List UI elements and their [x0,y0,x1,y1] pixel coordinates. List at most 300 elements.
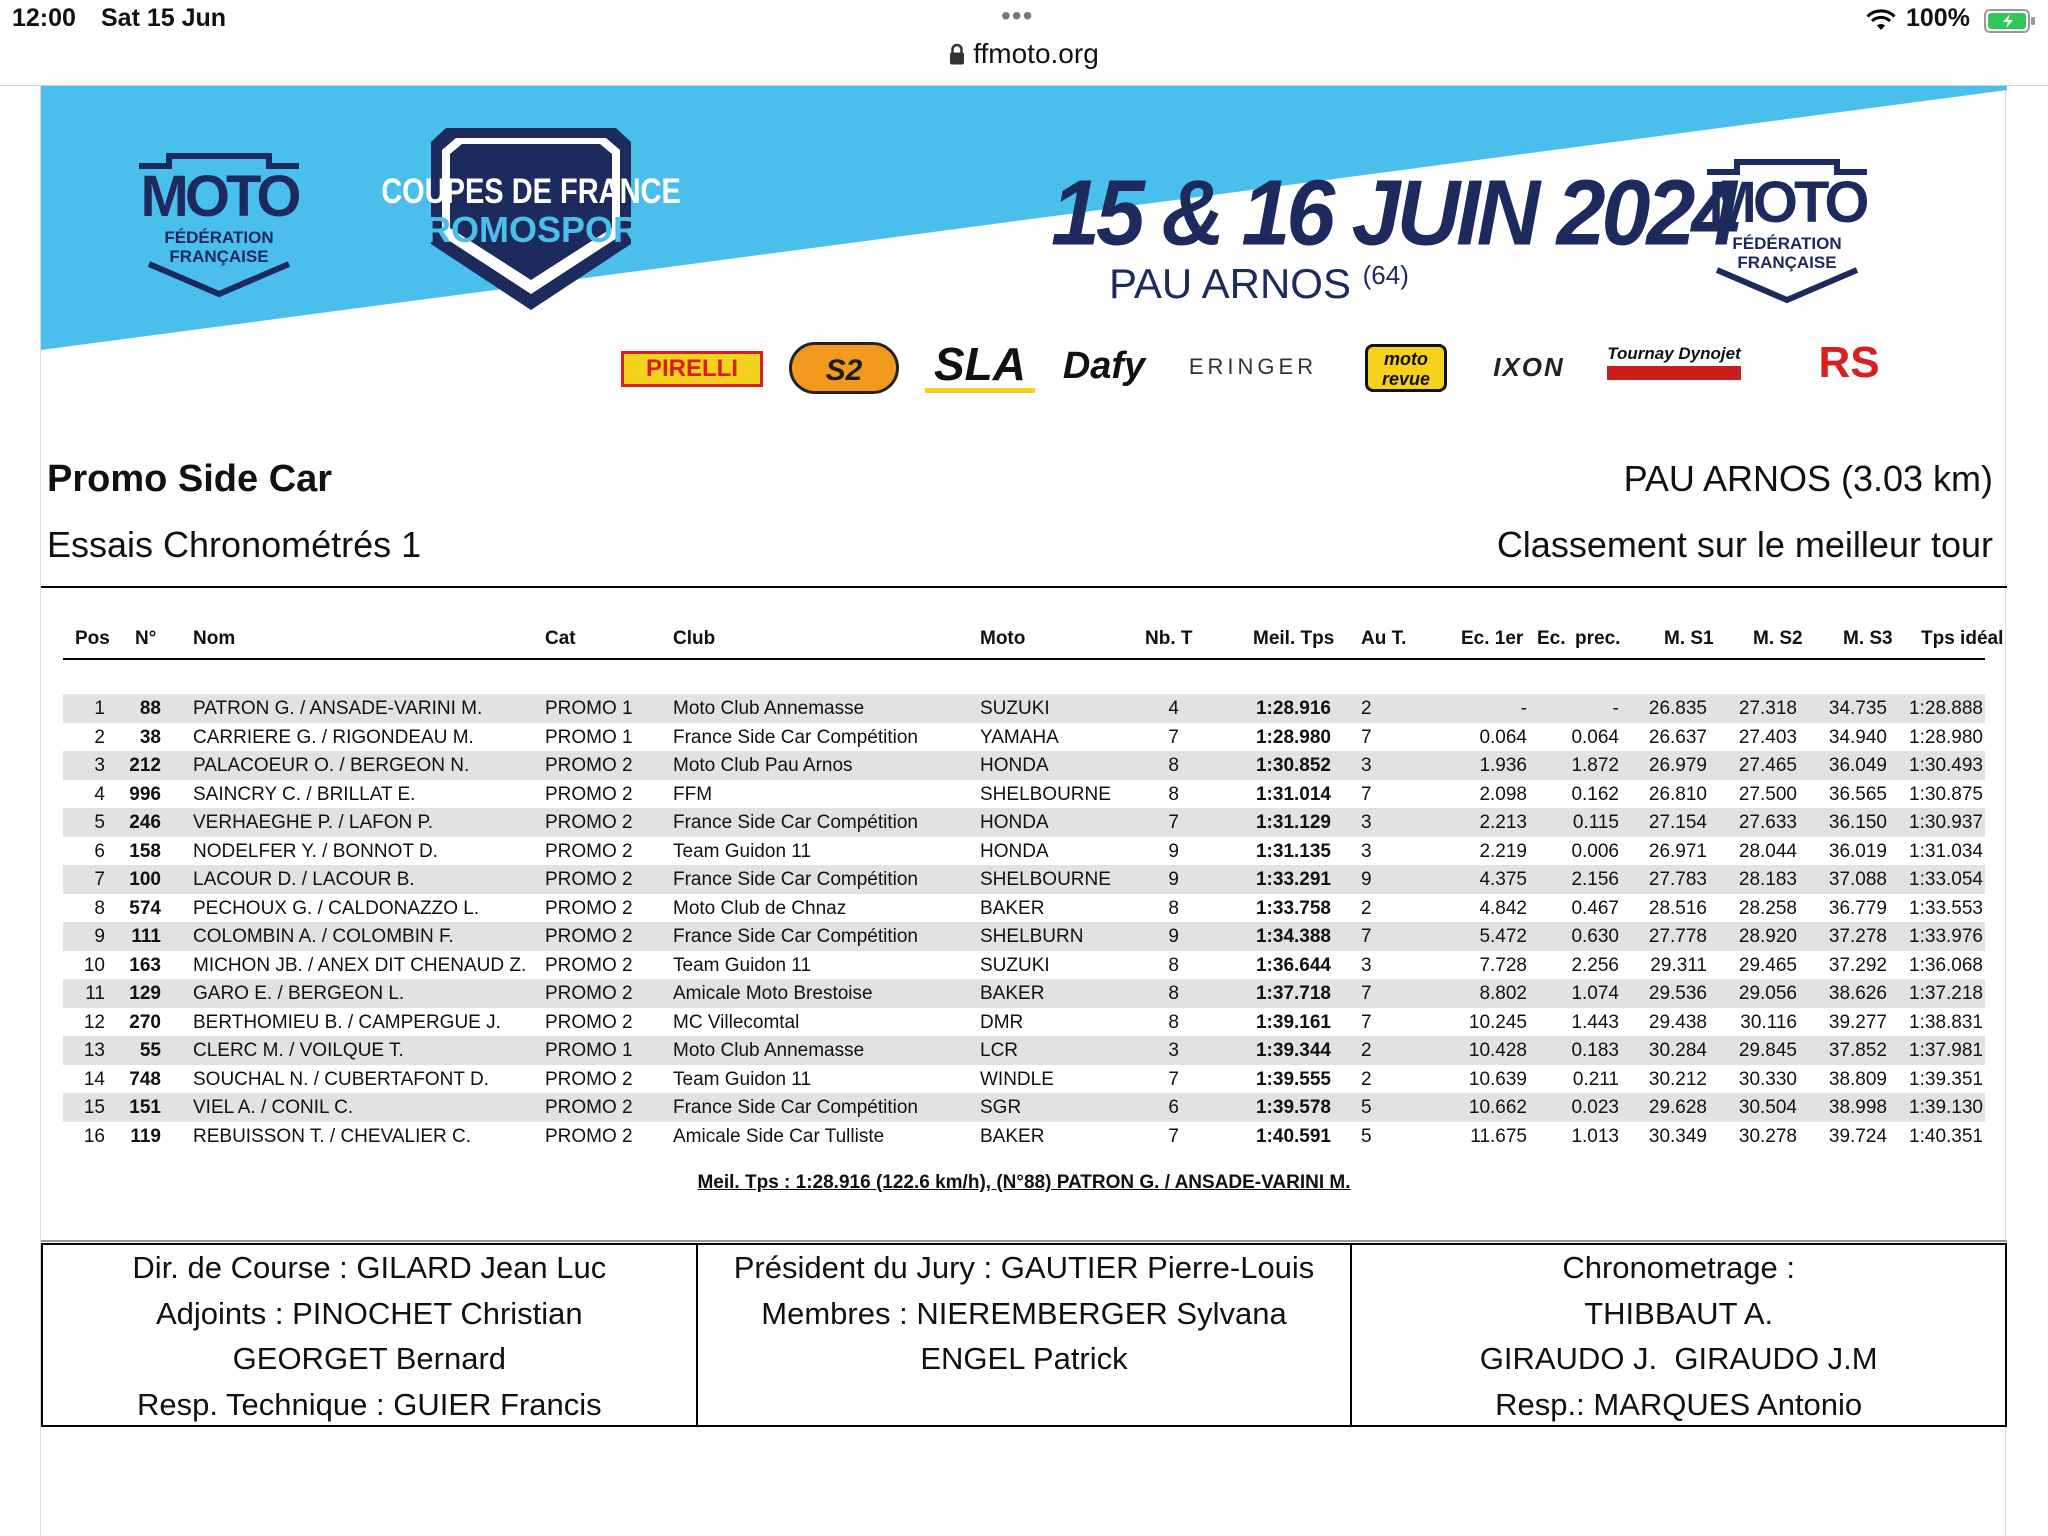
cell-best-time: 1:33.291 [1255,869,1331,890]
cell-pos: 4 [94,783,105,805]
cell-best-time: 1:33.758 [1255,897,1331,919]
cell-moto: HONDA [980,840,1049,862]
address-bar[interactable] [0,38,2048,70]
official-line: Président du Jury : GAUTIER Pierre-Louis [733,1250,1315,1285]
table-row [63,1122,1985,1151]
cell-club: Moto Club Annemasse [673,1040,865,1061]
cell-best-time: 1:28.980 [1255,726,1331,748]
cell-name: SAINCRY C. / BRILLAT E. [193,783,416,805]
table-row [63,751,1985,780]
cell-gap-first: 2.098 [1479,783,1527,805]
sponsor-ixon: IXON [1493,352,1565,382]
cell-ideal-time: 1:40.351 [1909,1125,1983,1147]
cell-s2: 27.633 [1738,812,1797,833]
cell-s3: 36.019 [1828,840,1887,862]
cell-at-lap: 2 [1361,1040,1372,1061]
cell-laps: 8 [1168,983,1179,1004]
cell-s2: 27.318 [1738,698,1797,719]
cell-number: 748 [129,1068,161,1090]
official-line: GIRAUDO J. GIRAUDO J.M [1479,1341,1878,1376]
cell-s2: 30.278 [1738,1125,1797,1147]
ffm-logo-left [129,146,309,296]
cell-laps: 6 [1168,1097,1179,1118]
sponsor-moto-revue: moto revue [1365,344,1447,392]
cell-gap-first: 4.842 [1479,897,1527,919]
cell-pos: 8 [94,897,105,919]
table-row [63,1093,1985,1122]
cell-moto: SGR [980,1097,1022,1118]
cell-pos: 12 [83,1011,105,1033]
cell-ideal-time: 1:30.493 [1909,755,1983,776]
col-best-time: Meil. Tps [1253,628,1335,649]
session-title: Essais Chronométrés 1 [47,524,422,565]
official-line: Resp. Technique : GUIER Francis [137,1386,602,1422]
cell-pos: 11 [85,983,105,1004]
cell-moto: SHELBURN [980,926,1084,947]
cell-laps: 9 [1168,840,1179,862]
cell-gap-first: 0.064 [1479,726,1527,748]
official-line: THIBBAUT A. [1584,1295,1774,1331]
cell-s2: 28.258 [1738,897,1797,919]
cell-club: Moto Club Annemasse [673,698,865,719]
official-line: Resp.: MARQUES Antonio [1495,1386,1863,1422]
col-at-lap: Au T. [1361,628,1407,649]
timekeeping [1350,1245,2005,1425]
cell-ideal-time: 1:30.875 [1909,783,1983,805]
cell-s1: 27.778 [1648,926,1707,947]
cell-laps: 8 [1168,954,1179,976]
circuit-info: PAU ARNOS (3.03 km) [1623,458,1993,499]
cell-number: 246 [129,812,161,833]
cell-s2: 28.183 [1738,869,1797,890]
col-gap-first: Ec. 1er [1461,628,1524,649]
lock-icon [949,43,965,65]
cell-gap-first: 2.219 [1479,840,1527,862]
table-row [63,808,1985,837]
cell-name: NODELFER Y. / BONNOT D. [193,840,438,862]
cell-s1: 30.284 [1648,1040,1707,1061]
cell-number: 119 [130,1125,161,1147]
cell-gap-first: 5.472 [1479,926,1527,947]
status-time: 12:00 [12,4,76,32]
cell-best-time: 1:39.161 [1255,1011,1331,1033]
more-dots-icon[interactable]: ••• [1001,0,1034,31]
table-row [63,1065,1985,1094]
cell-at-lap: 5 [1361,1125,1372,1147]
cell-cat: PROMO 1 [545,726,633,748]
cell-at-lap: 7 [1361,783,1372,805]
cell-s2: 27.465 [1738,755,1797,776]
sponsor-tournay-dynojet: Tournay Dynojet [1607,342,1741,380]
table-row [63,723,1985,752]
col-prev: prec. [1575,628,1621,649]
cell-s3: 39.724 [1828,1125,1887,1147]
cell-club: MC Villecomtal [673,1011,800,1033]
cell-gap-first: 4.375 [1479,869,1527,890]
cell-at-lap: 7 [1361,726,1372,748]
table-row [63,1036,1985,1065]
cell-cat: PROMO 2 [545,1125,633,1147]
cell-club: FFM [673,783,713,805]
cell-s3: 37.292 [1828,954,1887,976]
divider [41,1240,2007,1242]
cell-laps: 4 [1168,698,1179,719]
cell-number: 55 [139,1040,161,1061]
cell-pos: 15 [83,1097,105,1118]
cell-moto: YAMAHA [980,726,1059,748]
table-row [63,922,1985,951]
cell-prev: 1.013 [1571,1125,1619,1147]
cell-moto: DMR [980,1011,1024,1033]
cell-best-time: 1:34.388 [1255,926,1331,947]
cell-s2: 29.845 [1738,1040,1797,1061]
cell-ideal-time: 1:37.981 [1909,1040,1983,1061]
battery-percent: 100% [1906,4,1970,32]
official-line: Membres : NIEREMBERGER Sylvana [761,1295,1287,1331]
results-table [41,624,2007,1150]
col-ideal-time: Tps idéal [1921,628,2004,649]
event-dates: 15 & 16 JUIN 2024 [1051,160,1737,265]
browser-status-bar [0,0,2048,86]
table-row [63,865,1985,894]
table-row [63,894,1985,923]
battery-icon [1984,8,2036,34]
cell-laps: 3 [1168,1040,1179,1061]
cell-laps: 8 [1168,755,1179,776]
promosport-shield-logo [381,124,681,314]
sponsor-bering: ERINGER [1188,354,1318,379]
svg-text:MOTO: MOTO [1708,170,1866,235]
cell-ideal-time: 1:31.034 [1909,840,1983,862]
cell-s1: 29.628 [1648,1097,1707,1118]
cell-s3: 38.626 [1828,983,1887,1004]
svg-text:FRANÇAISE: FRANÇAISE [1737,253,1837,272]
cell-number: 996 [129,783,161,805]
sponsor-rs: RS [1818,338,1880,387]
cell-club: Amicale Side Car Tulliste [673,1125,885,1147]
official-line: Adjoints : PINOCHET Christian [155,1295,583,1331]
cell-s1: 29.438 [1648,1011,1707,1033]
col-number: N° [135,628,157,649]
cell-prev: 2.256 [1571,954,1619,976]
cell-prev: 0.630 [1571,926,1619,947]
cell-laps: 9 [1168,869,1179,890]
sponsor-pirelli: PIRELLI [621,351,763,387]
cell-gap-first: 2.213 [1479,812,1527,833]
cell-s3: 37.088 [1828,869,1887,890]
cell-moto: BAKER [980,1125,1045,1147]
cell-s3: 34.940 [1828,726,1887,748]
cell-s1: 26.637 [1648,726,1707,748]
cell-laps: 9 [1168,926,1179,947]
cell-name: VERHAEGHE P. / LAFON P. [193,812,434,833]
svg-text:FRANÇAISE: FRANÇAISE [169,247,269,266]
cell-ideal-time: 1:38.831 [1909,1011,1983,1033]
cell-at-lap: 3 [1361,812,1372,833]
table-row [63,951,1985,980]
cell-number: 270 [129,1011,161,1033]
cell-cat: PROMO 1 [545,1040,633,1061]
cell-s2: 29.465 [1738,954,1797,976]
status-date: Sat 15 Jun [101,4,227,32]
cell-number: 111 [131,926,161,947]
ffm-logo-right [1697,152,1877,302]
official-line: Chronometrage : [1562,1250,1795,1285]
cell-gap-first: 10.245 [1468,1011,1527,1033]
cell-club: Team Guidon 11 [673,1068,812,1090]
cell-gap-first: - [1520,698,1527,719]
cell-pos: 10 [83,954,105,976]
cell-prev: 0.162 [1571,783,1619,805]
col-pos: Pos [75,628,110,649]
event-venue [1109,260,1409,308]
cell-cat: PROMO 2 [545,983,633,1004]
table-row [63,837,1985,866]
cell-at-lap: 2 [1361,1068,1372,1090]
cell-at-lap: 3 [1361,954,1372,976]
svg-text:MOTO: MOTO [140,164,298,229]
sponsor-sla: SLA [925,340,1035,393]
cell-club: Amicale Moto Brestoise [673,983,873,1004]
cell-s1: 26.835 [1648,698,1707,719]
col-club: Club [673,628,716,649]
cell-laps: 7 [1168,726,1179,748]
cell-ideal-time: 1:36.068 [1909,954,1983,976]
table-row [63,694,1985,723]
cell-club: Moto Club Pau Arnos [673,755,853,776]
cell-s2: 30.116 [1740,1011,1797,1033]
official-line: GEORGET Bernard [232,1341,507,1376]
cell-pos: 7 [94,869,105,890]
cell-pos: 5 [94,812,105,833]
cell-gap-first: 11.675 [1470,1125,1527,1147]
cell-s3: 34.735 [1828,698,1887,719]
cell-s1: 28.516 [1648,897,1707,919]
cell-cat: PROMO 1 [545,698,633,719]
cell-best-time: 1:39.578 [1255,1097,1331,1118]
svg-text:COUPES DE FRANCE: COUPES DE FRANCE [381,171,681,211]
col-moto: Moto [980,628,1026,649]
results-document [40,86,2006,1536]
cell-ideal-time: 1:39.351 [1909,1068,1983,1090]
cell-best-time: 1:31.014 [1255,783,1331,805]
cell-number: 100 [129,869,161,890]
cell-ideal-time: 1:37.218 [1909,983,1983,1004]
cell-cat: PROMO 2 [545,869,633,890]
url-text: ffmoto.org [973,38,1099,69]
cell-cat: PROMO 2 [545,783,633,805]
cell-moto: BAKER [980,897,1045,919]
cell-at-lap: 7 [1361,926,1372,947]
jury [696,1245,1351,1425]
cell-s1: 29.311 [1650,954,1707,976]
cell-pos: 6 [94,840,105,862]
cell-ideal-time: 1:33.553 [1909,897,1983,919]
cell-cat: PROMO 2 [545,926,633,947]
venue-dept: (64) [1362,260,1409,290]
cell-ideal-time: 1:28.980 [1909,726,1983,748]
cell-number: 574 [129,897,161,919]
cell-name: LACOUR D. / LACOUR B. [193,869,415,890]
cell-pos: 14 [83,1068,105,1090]
race-direction [43,1245,696,1425]
cell-pos: 13 [83,1040,105,1061]
category-title: Promo Side Car [47,458,333,500]
cell-best-time: 1:39.555 [1255,1068,1331,1090]
cell-moto: HONDA [980,755,1049,776]
cell-s1: 26.971 [1648,840,1707,862]
cell-at-lap: 2 [1361,897,1372,919]
svg-text:FÉDÉRATION: FÉDÉRATION [1732,234,1842,253]
cell-cat: PROMO 2 [545,1068,633,1090]
cell-moto: BAKER [980,983,1045,1004]
cell-best-time: 1:36.644 [1255,954,1331,976]
cell-number: 158 [129,840,161,862]
cell-name: MICHON JB. / ANEX DIT CHENAUD Z. [193,954,527,976]
cell-prev: 0.467 [1571,897,1619,919]
cell-club: France Side Car Compétition [673,726,918,748]
cell-moto: SHELBOURNE [980,869,1111,890]
svg-text:PROMOSPORT: PROMOSPORT [400,209,662,250]
cell-moto: SUZUKI [980,954,1050,976]
cell-ideal-time: 1:33.054 [1909,869,1983,890]
cell-ideal-time: 1:30.937 [1909,812,1983,833]
cell-best-time: 1:31.129 [1255,812,1331,833]
cell-best-time: 1:39.344 [1255,1040,1331,1061]
cell-name: GARO E. / BERGEON L. [193,983,405,1004]
cell-club: France Side Car Compétition [673,926,918,947]
cell-number: 212 [129,755,161,776]
cell-number: 38 [139,726,161,748]
cell-club: France Side Car Compétition [673,869,918,890]
cell-prev: 0.211 [1572,1068,1619,1090]
cell-s1: 26.979 [1648,755,1707,776]
cell-prev: 1.872 [1571,755,1619,776]
cell-name: CARRIERE G. / RIGONDEAU M. [193,726,474,748]
cell-s3: 38.809 [1828,1068,1887,1090]
cell-club: France Side Car Compétition [673,1097,918,1118]
cell-name: COLOMBIN A. / COLOMBIN F. [193,926,454,947]
cell-moto: SHELBOURNE [980,783,1111,805]
cell-best-time: 1:30.852 [1255,755,1331,776]
officials-box [41,1243,2007,1427]
venue-name: PAU ARNOS [1109,260,1351,307]
cell-prev: 0.023 [1571,1097,1619,1118]
cell-best-time: 1:28.916 [1255,698,1331,719]
cell-at-lap: 7 [1361,1011,1372,1033]
cell-prev: 1.074 [1571,983,1619,1004]
cell-s2: 30.330 [1738,1068,1797,1090]
cell-gap-first: 10.662 [1468,1097,1527,1118]
cell-moto: WINDLE [980,1068,1054,1090]
cell-club: Team Guidon 11 [673,954,812,976]
cell-s2: 27.500 [1738,783,1797,805]
cell-s1: 29.536 [1648,983,1707,1004]
table-row [63,1008,1985,1037]
cell-prev: 0.183 [1571,1040,1619,1061]
cell-laps: 7 [1168,1068,1179,1090]
cell-s3: 36.150 [1828,812,1887,833]
cell-best-time: 1:40.591 [1255,1125,1331,1147]
cell-at-lap: 9 [1361,869,1372,890]
cell-gap-first: 8.802 [1479,983,1527,1004]
cell-ideal-time: 1:28.888 [1909,698,1983,719]
col-cat: Cat [545,628,576,649]
cell-pos: 2 [94,726,105,748]
cell-ideal-time: 1:39.130 [1909,1097,1983,1118]
cell-cat: PROMO 2 [545,1097,633,1118]
cell-s1: 27.154 [1648,812,1707,833]
cell-prev: 0.115 [1572,812,1619,833]
official-line: ENGEL Patrick [920,1341,1128,1376]
cell-at-lap: 3 [1361,755,1372,776]
cell-s3: 37.852 [1828,1040,1887,1061]
cell-moto: LCR [980,1040,1019,1061]
cell-name: PECHOUX G. / CALDONAZZO L. [193,897,480,919]
table-row [63,780,1985,809]
svg-text:FÉDÉRATION: FÉDÉRATION [164,228,274,247]
cell-at-lap: 7 [1361,983,1372,1004]
cell-club: France Side Car Compétition [673,812,918,833]
cell-name: BERTHOMIEU B. / CAMPERGUE J. [193,1011,501,1033]
cell-number: 163 [129,954,161,976]
cell-s1: 27.783 [1648,869,1707,890]
best-lap-summary: Meil. Tps : 1:28.916 (122.6 km/h), (N°88) PATRON G. / ANSADE-VARINI M. [697,1172,1351,1193]
cell-number: 88 [139,698,161,719]
cell-at-lap: 3 [1361,840,1372,862]
cell-prev: 0.006 [1571,840,1619,862]
cell-best-time: 1:37.718 [1255,983,1331,1004]
col-name: Nom [193,628,236,649]
cell-gap-first: 10.639 [1468,1068,1527,1090]
cell-s2: 29.056 [1738,983,1797,1004]
cell-pos: 3 [94,755,105,776]
cell-name: PATRON G. / ANSADE-VARINI M. [193,698,483,719]
cell-s1: 30.212 [1648,1068,1707,1090]
wifi-icon [1866,10,1896,32]
cell-s3: 36.049 [1828,755,1887,776]
table-header [63,624,2004,660]
cell-moto: HONDA [980,812,1049,833]
cell-pos: 1 [94,698,105,719]
official-line: Dir. de Course : GILARD Jean Luc [132,1250,607,1285]
col-s1: M. S1 [1664,628,1714,649]
cell-s2: 28.920 [1738,926,1797,947]
divider [41,586,2007,588]
cell-at-lap: 5 [1361,1097,1372,1118]
cell-prev: - [1612,698,1619,719]
cell-pos: 16 [83,1125,105,1147]
col-laps: Nb. T [1145,628,1193,649]
cell-s3: 39.277 [1828,1011,1887,1033]
cell-number: 129 [129,983,161,1004]
table-body [63,694,1985,1150]
cell-club: Moto Club de Chnaz [673,897,847,919]
cell-cat: PROMO 2 [545,755,633,776]
cell-name: PALACOEUR O. / BERGEON N. [193,755,470,776]
cell-laps: 8 [1168,1011,1179,1033]
cell-prev: 1.443 [1571,1011,1619,1033]
ranking-info: Classement sur le meilleur tour [1496,524,1993,565]
cell-prev: 0.064 [1571,726,1619,748]
cell-prev: 2.156 [1571,869,1619,890]
cell-laps: 7 [1168,812,1179,833]
cell-laps: 7 [1168,1125,1179,1147]
col-s2: M. S2 [1753,628,1803,649]
cell-s3: 36.779 [1828,897,1887,919]
cell-s3: 36.565 [1828,783,1887,805]
table-row [63,979,1985,1008]
